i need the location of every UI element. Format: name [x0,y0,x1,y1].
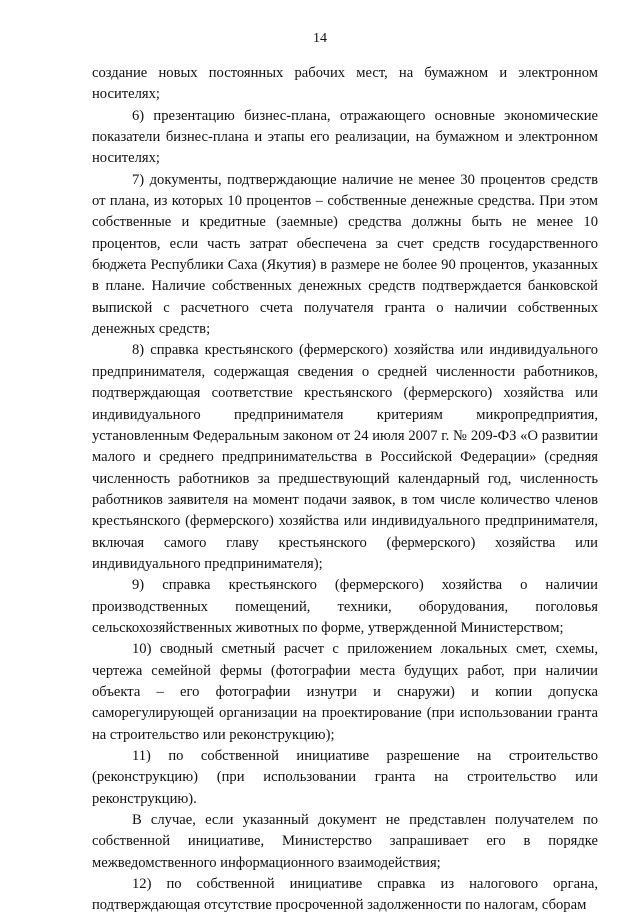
paragraph-item-11: 11) по собственной инициативе разрешение на строительство (реконструкцию) (при использовании гранта на строительство или реконструкцию). [92,748,598,807]
paragraph-item-9: 9) справка крестьянского (фермерского) хозяйства о наличии производственных помещений, техники, оборудования, поголовья сельскохозяйственных животных по форме, утвержденной Министерством; [92,577,598,636]
paragraph-item-8: 8) справка крестьянского (фермерского) хозяйства или индивидуального предпринимателя, содержащая сведения о средней численности работников, подтверждающая соответствие крестьянского (фермерского) хозяйства или индивидуального предпринимателя критериям микропредприятия, установленным Федеральным законом от 24 июля 2007 г. № 209-ФЗ «О развитии малого и среднего предпринимательства в Российской Федерации» (средняя численность работников за предшествующий календарный год, численность работников заявителя на момент подачи заявок, в том числе количество членов крестьянского (фермерского) хозяйства или индивидуального предпринимателя, включая самого главу крестьянского (фермерского) хозяйства или индивидуального предпринимателя); [92,342,598,572]
paragraph-item-10: 10) сводный сметный расчет с приложением локальных смет, схемы, чертежа семейной фермы (фотографии места будущих работ, при наличии объекта – его фотографии изнутри и снаружи) и копии допуска саморегулирующей организации на проектирование (при использовании гранта на строительство или реконструкцию); [92,641,598,743]
paragraph-item-11-note: В случае, если указанный документ не представлен получателем по собственной инициативе, Министерство запрашивает его в порядке межведомственного информационного взаимодействия; [92,812,598,871]
paragraph-continuation: создание новых постоянных рабочих мест, на бумажном и электронном носителях; [92,65,598,103]
paragraph-item-12: 12) по собственной инициативе справка из налогового органа, подтверждающая отсутствие просроченной задолженности по налогам, сборам [92,876,598,914]
paragraph-item-6: 6) презентацию бизнес-плана, отражающего основные экономические показатели бизнес-плана и этапы его реализации, на бумажном и электронном носителях; [92,107,598,167]
document-body [92,63,598,917]
paragraph-item-7: 7) документы, подтверждающие наличие не менее 30 процентов средств от плана, из которых 10 процентов – собственные денежные средства. При этом собственные и кредитные (заемные) средства должны быть не менее 10 процентов, если часть затрат обеспечена за счет средств государственного бюджета Республики Саха (Якутия) в размере не более 90 процентов, указанных в плане. Наличие собственных денежных средств подтверждается банковской выпиской с расчетного счета получателя гранта о наличии собственных денежных средств; [92,171,598,338]
page-number: 14 [313,31,327,46]
